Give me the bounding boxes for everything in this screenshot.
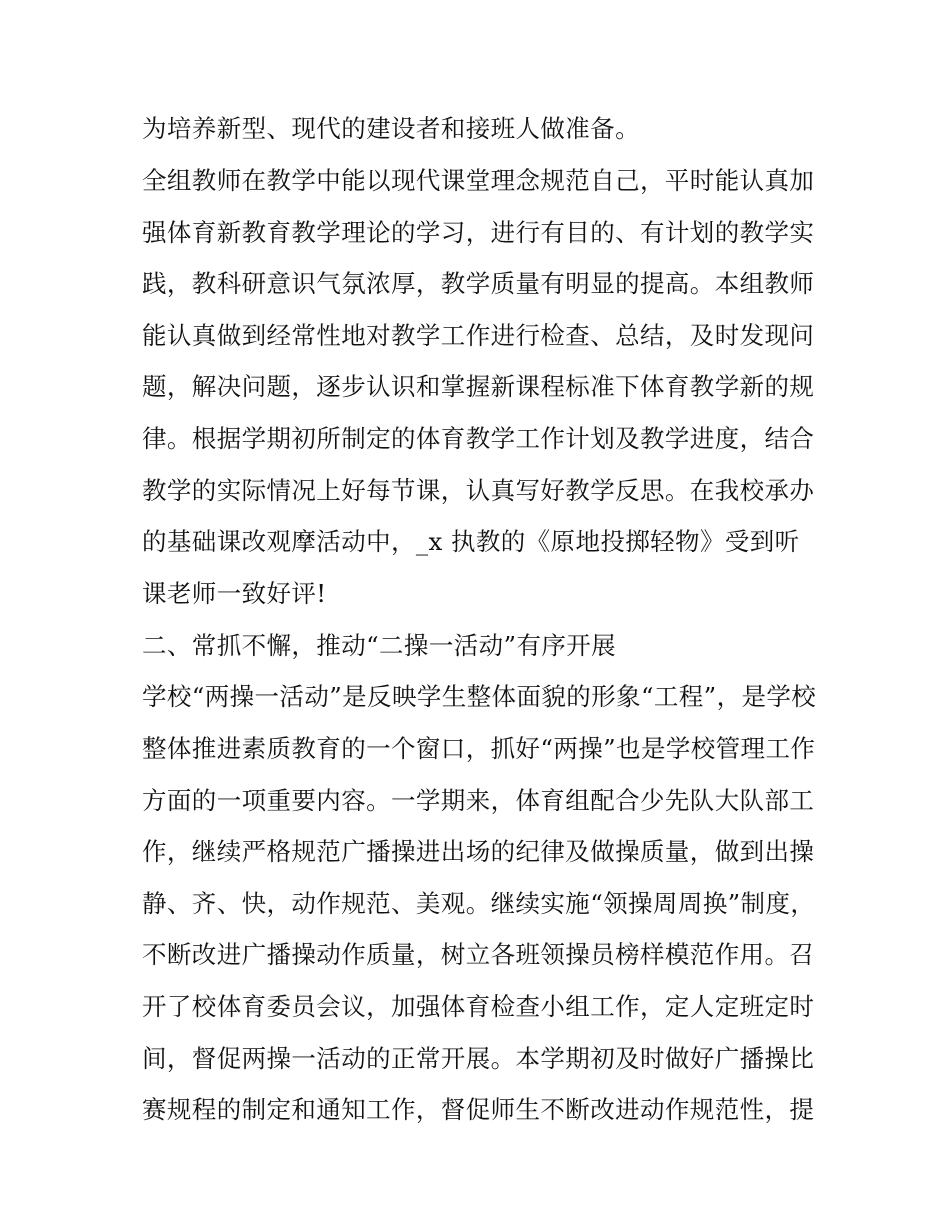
text-line: 律。根据学期初所制定的体育教学工作计划及教学进度，结合 bbox=[142, 424, 815, 453]
text-line: 间，督促两操一活动的正常开展。本学期初及时做好广播操比 bbox=[142, 1044, 815, 1073]
section-heading: 二、常抓不懈，推动“二操一活动”有序开展 bbox=[142, 631, 617, 660]
text-line: 践，教科研意识气氛浓厚，教学质量有明显的提高。本组教师 bbox=[142, 269, 815, 298]
text-line: 教学的实际情况上好每节课，认真写好教学反思。在我校承办 bbox=[142, 476, 815, 505]
text-line: 为培养新型、现代的建设者和接班人做准备。 bbox=[142, 114, 640, 143]
text-line: 作，继续严格规范广播操进出场的纪律及做操质量，做到出操 bbox=[142, 837, 815, 866]
text-line: 静、齐、快，动作规范、美观。继续实施“领操周周换”制度， bbox=[142, 889, 816, 918]
text-line: 课老师一致好评! bbox=[142, 579, 327, 608]
text-line: 学校“两操一活动”是反映学生整体面貌的形象“工程”，是学校 bbox=[142, 682, 817, 711]
text-line: 能认真做到经常性地对教学工作进行检查、总结，及时发现问 bbox=[142, 321, 815, 350]
text-line: 强体育新教育教学理论的学习，进行有目的、有计划的教学实 bbox=[142, 218, 815, 247]
text-line: 不断改进广播操动作质量，树立各班领操员榜样模范作用。召 bbox=[142, 940, 815, 969]
text-line: 全组教师在教学中能以现代课堂理念规范自己，平时能认真加 bbox=[142, 166, 815, 195]
text-line: 整体推进素质教育的一个窗口，抓好“两操”也是学校管理工作 bbox=[142, 734, 816, 763]
text-line: 赛规程的制定和通知工作，督促师生不断改进动作规范性，提 bbox=[142, 1095, 815, 1124]
text-line: 题，解决问题，逐步认识和掌握新课程标准下体育教学新的规 bbox=[142, 372, 815, 401]
text-line: 开了校体育委员会议，加强体育检查小组工作，定人定班定时 bbox=[142, 992, 815, 1021]
text-line: 方面的一项重要内容。一学期来，体育组配合少先队大队部工 bbox=[142, 786, 815, 815]
text-line: 的基础课改观摩活动中，_x 执教的《原地投掷轻物》受到听 bbox=[142, 527, 800, 556]
